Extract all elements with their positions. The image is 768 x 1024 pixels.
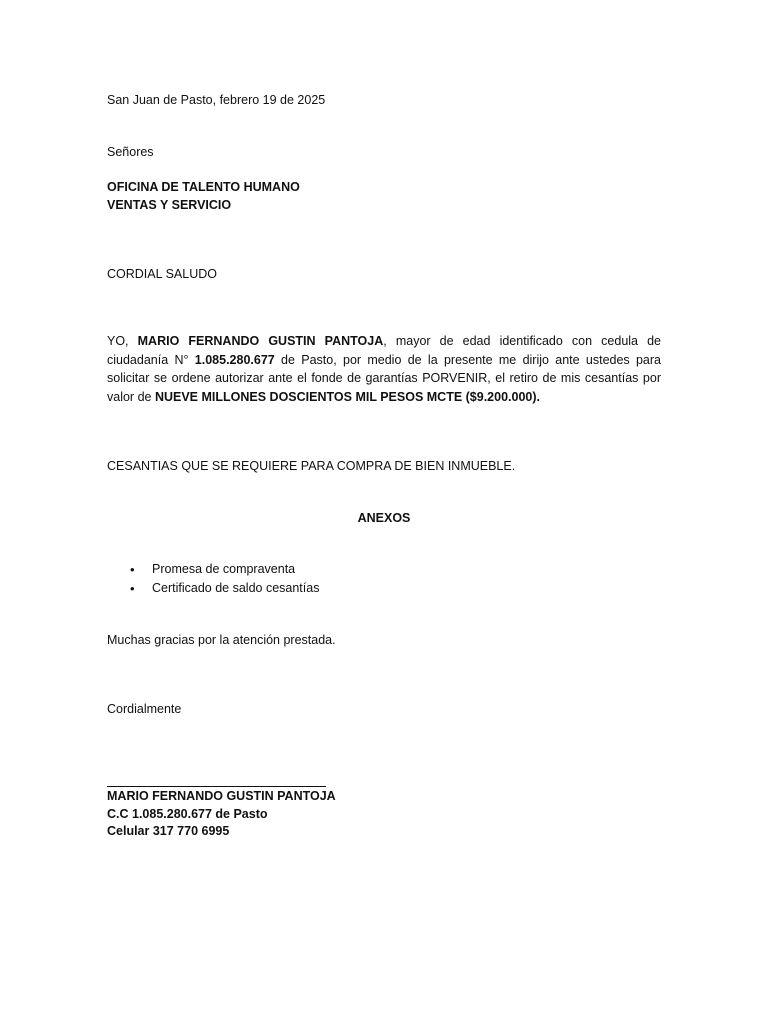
- bullet-icon: •: [130, 581, 135, 596]
- body-text-2: de Pasto, por medio de la presente me dirijo ante ustedes para solicitar se ordene autorizar ante el fonde de garantías PORVENIR, el retiro de mis cesantías por valor de: [107, 352, 661, 404]
- thanks-line: Muchas gracias por la atención prestada.: [107, 633, 336, 647]
- letter-date: San Juan de Pasto, febrero 19 de 2025: [107, 93, 326, 107]
- signature-id: C.C 1.085.280.677 de Pasto: [107, 807, 268, 821]
- bullet-icon: •: [130, 562, 135, 577]
- salutation: Señores: [107, 145, 154, 159]
- annex-item-label: Certificado de saldo cesantías: [152, 581, 320, 595]
- recipient-line-1: OFICINA DE TALENTO HUMANO: [107, 180, 300, 194]
- body-name: MARIO FERNANDO GUSTIN PANTOJA: [137, 334, 384, 348]
- annex-list: [107, 560, 319, 598]
- signature-phone: Celular 317 770 6995: [107, 824, 230, 838]
- body-text-1: , mayor de edad identificado con cedula de ciudadanía N°: [107, 334, 661, 367]
- greeting: CORDIAL SALUDO: [107, 267, 217, 281]
- purpose-statement: CESANTIAS QUE SE REQUIERE PARA COMPRA DE BIEN INMUEBLE.: [107, 459, 516, 473]
- body-amount: NUEVE MILLONES DOSCIENTOS MIL PESOS MCTE ($9.200.000).: [154, 389, 540, 404]
- annex-item-label: Promesa de compraventa: [152, 562, 296, 576]
- list-item: [107, 560, 319, 579]
- closing: Cordialmente: [107, 702, 182, 716]
- recipient-line-2: VENTAS Y SERVICIO: [107, 198, 232, 212]
- body-prefix: YO,: [107, 334, 138, 348]
- body-paragraph: [107, 332, 661, 406]
- annex-heading: ANEXOS: [357, 511, 411, 525]
- signature-name: MARIO FERNANDO GUSTIN PANTOJA: [107, 789, 336, 803]
- list-item: [107, 579, 319, 598]
- body-id-number: 1.085.280.677: [194, 352, 275, 367]
